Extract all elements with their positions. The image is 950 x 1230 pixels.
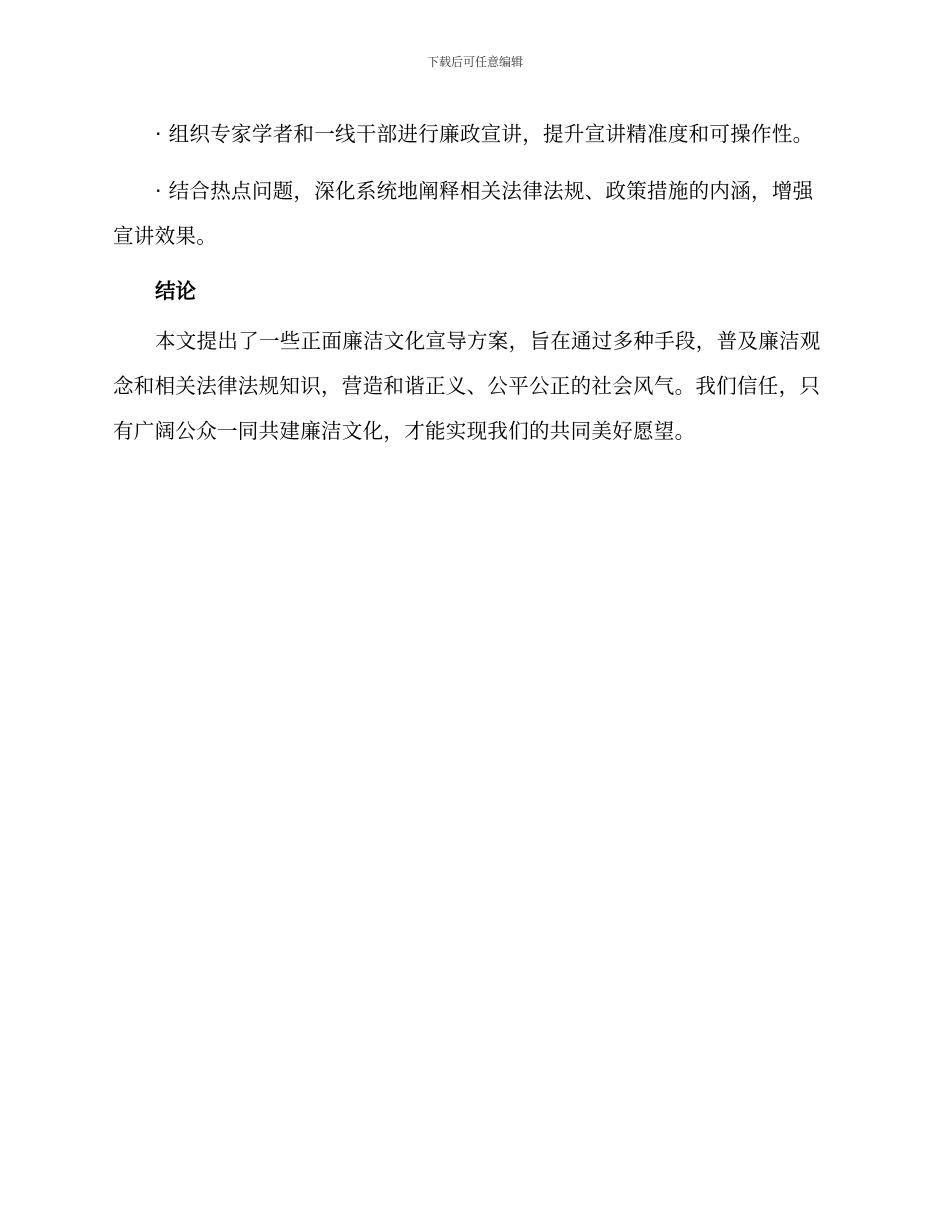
- page-header: 下载后可任意编辑: [426, 55, 523, 69]
- section-heading-conclusion: 结论: [155, 279, 196, 303]
- bullet-paragraph-hot-issues: · 结合热点问题，深化系统地阐释相关法律法规、政策措施的内涵，增强宣讲效果。: [113, 179, 814, 248]
- conclusion-paragraph: 本文提出了一些正面廉洁文化宣导方案，旨在通过多种手段，普及廉洁观念和相关法律法规知识，营造和谐正义、公平公正的社会风气。我们信任，只有广阔公众一同共建廉洁文化，才能实现我们的共同美好愿望。: [113, 329, 821, 443]
- document-body: [113, 112, 833, 466]
- bullet-paragraph-speakers: · 组织专家学者和一线干部进行廉政宣讲，提升宣讲精准度和可操作性。: [155, 122, 814, 146]
